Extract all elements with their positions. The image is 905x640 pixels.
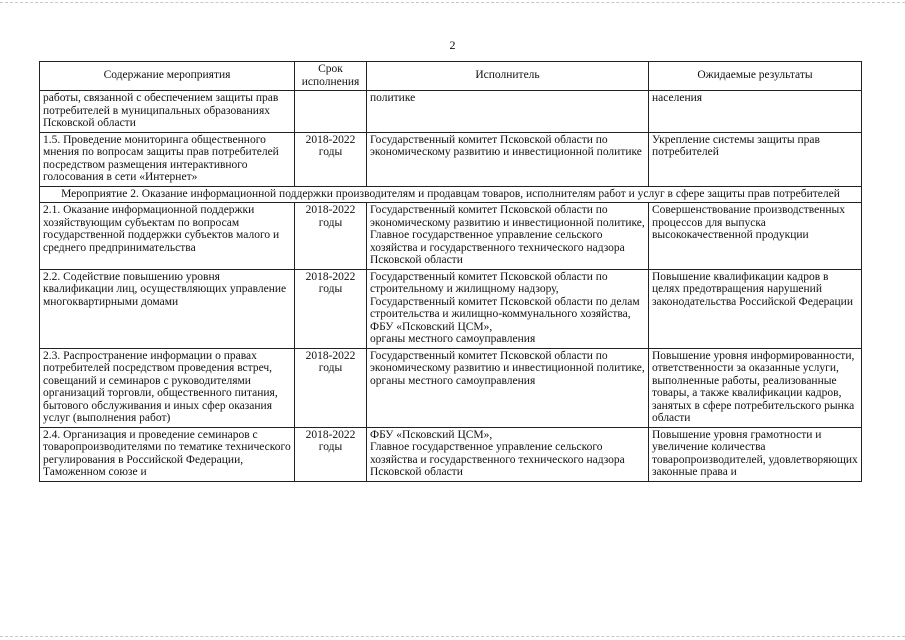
executor-entry: Главное государственное управление сельского хозяйства и государственного технического надзора Псковской области	[370, 441, 625, 478]
cell-term: 2018-2022 годы	[295, 132, 367, 186]
scan-edge-top	[0, 2, 905, 3]
header-term: Срок исполнения	[295, 62, 367, 91]
executor-entry: Государственный комитет Псковской области по экономическому развитию и инвестиционной политике,	[370, 349, 645, 374]
table-row	[40, 348, 862, 427]
cell-executor: политике	[367, 91, 649, 133]
cell-content: работы, связанной с обеспечением защиты прав потребителей в муниципальных образованиях Псковской области	[40, 91, 295, 133]
table-row	[40, 203, 862, 270]
section-heading: Мероприятие 2. Оказание информационной поддержки производителям и продавцам товаров, исполнителям работ и услуг в сфере защиты прав потребителей	[40, 186, 862, 203]
cell-term: 2018-2022 годы	[295, 269, 367, 348]
cell-term: 2018-2022 годы	[295, 348, 367, 427]
cell-term: 2018-2022 годы	[295, 203, 367, 270]
table-row	[40, 269, 862, 348]
page-number: 2	[449, 38, 456, 52]
cell-executor	[367, 269, 649, 348]
executor-entry: Государственный комитет Псковской области по делам строительства и жилищно-коммунального хозяйства,	[370, 295, 640, 320]
table-row	[40, 427, 862, 481]
executor-entry: Государственный комитет Псковской области по экономическому развитию и инвестиционной политике,	[370, 204, 645, 229]
table-row	[40, 132, 862, 186]
measures-table	[39, 61, 862, 482]
scan-edge-bottom	[0, 636, 905, 637]
cell-results: Совершенствование производственных процессов для выпуска высококачественной продукции	[649, 203, 862, 270]
cell-content: 2.2. Содействие повышению уровня квалификации лиц, осуществляющих управление многоквартирными домами	[40, 269, 295, 348]
cell-content: 2.3. Распространение информации о правах потребителей посредством проведения встреч, совещаний и семинаров с руководителями организаций торговли, общественного питания, бытового обслуживания и иных сфер оказания услуг (выполнения работ)	[40, 348, 295, 427]
cell-executor	[367, 427, 649, 481]
cell-results: Повышение квалификации кадров в целях предотвращения нарушений законодательства Российской Федерации	[649, 269, 862, 348]
cell-results: Укрепление системы защиты прав потребителей	[649, 132, 862, 186]
executor-entry: Государственный комитет Псковской области по строительному и жилищному надзору,	[370, 270, 608, 295]
executor-entry: ФБУ «Псковский ЦСМ»,	[370, 428, 493, 441]
cell-executor	[367, 203, 649, 270]
executor-entry: органы местного самоуправления	[370, 374, 536, 387]
cell-results: населения	[649, 91, 862, 133]
cell-content: 2.1. Оказание информационной поддержки хозяйствующим субъектам по вопросам государственной поддержки субъектов малого и среднего предпринимательства	[40, 203, 295, 270]
cell-executor	[367, 348, 649, 427]
cell-results: Повышение уровня информированности, ответственности за оказанные услуги, выполненные работы, реализованные товары, а также квалификации кадров, занятых в сфере потребительского рынка области	[649, 348, 862, 427]
cell-term: 2018-2022 годы	[295, 427, 367, 481]
cell-executor: Государственный комитет Псковской области по экономическому развитию и инвестиционной политике	[367, 132, 649, 186]
header-executor: Исполнитель	[367, 62, 649, 91]
cell-content: 2.4. Организация и проведение семинаров с товаропроизводителями по тематике технического регулирования в Российской Федерации, Таможенном союзе и	[40, 427, 295, 481]
header-results: Ожидаемые результаты	[649, 62, 862, 91]
executor-entry: органы местного самоуправления	[370, 333, 536, 345]
table-row	[40, 91, 862, 133]
cell-results: Повышение уровня грамотности и увеличение количества товаропроизводителей, удовлетворяющих законные права и	[649, 427, 862, 481]
cell-content: 1.5. Проведение мониторинга общественного мнения по вопросам защиты прав потребителей посредством размещения интерактивного голосования в сети «Интернет»	[40, 132, 295, 186]
header-content: Содержание мероприятия	[40, 62, 295, 91]
table-header-row	[40, 62, 862, 91]
executor-entry: Главное государственное управление сельского хозяйства и государственного технического надзора Псковской области	[370, 229, 625, 266]
executor-entry: ФБУ «Псковский ЦСМ»,	[370, 320, 493, 333]
cell-term	[295, 91, 367, 133]
section-heading-row	[40, 186, 862, 203]
